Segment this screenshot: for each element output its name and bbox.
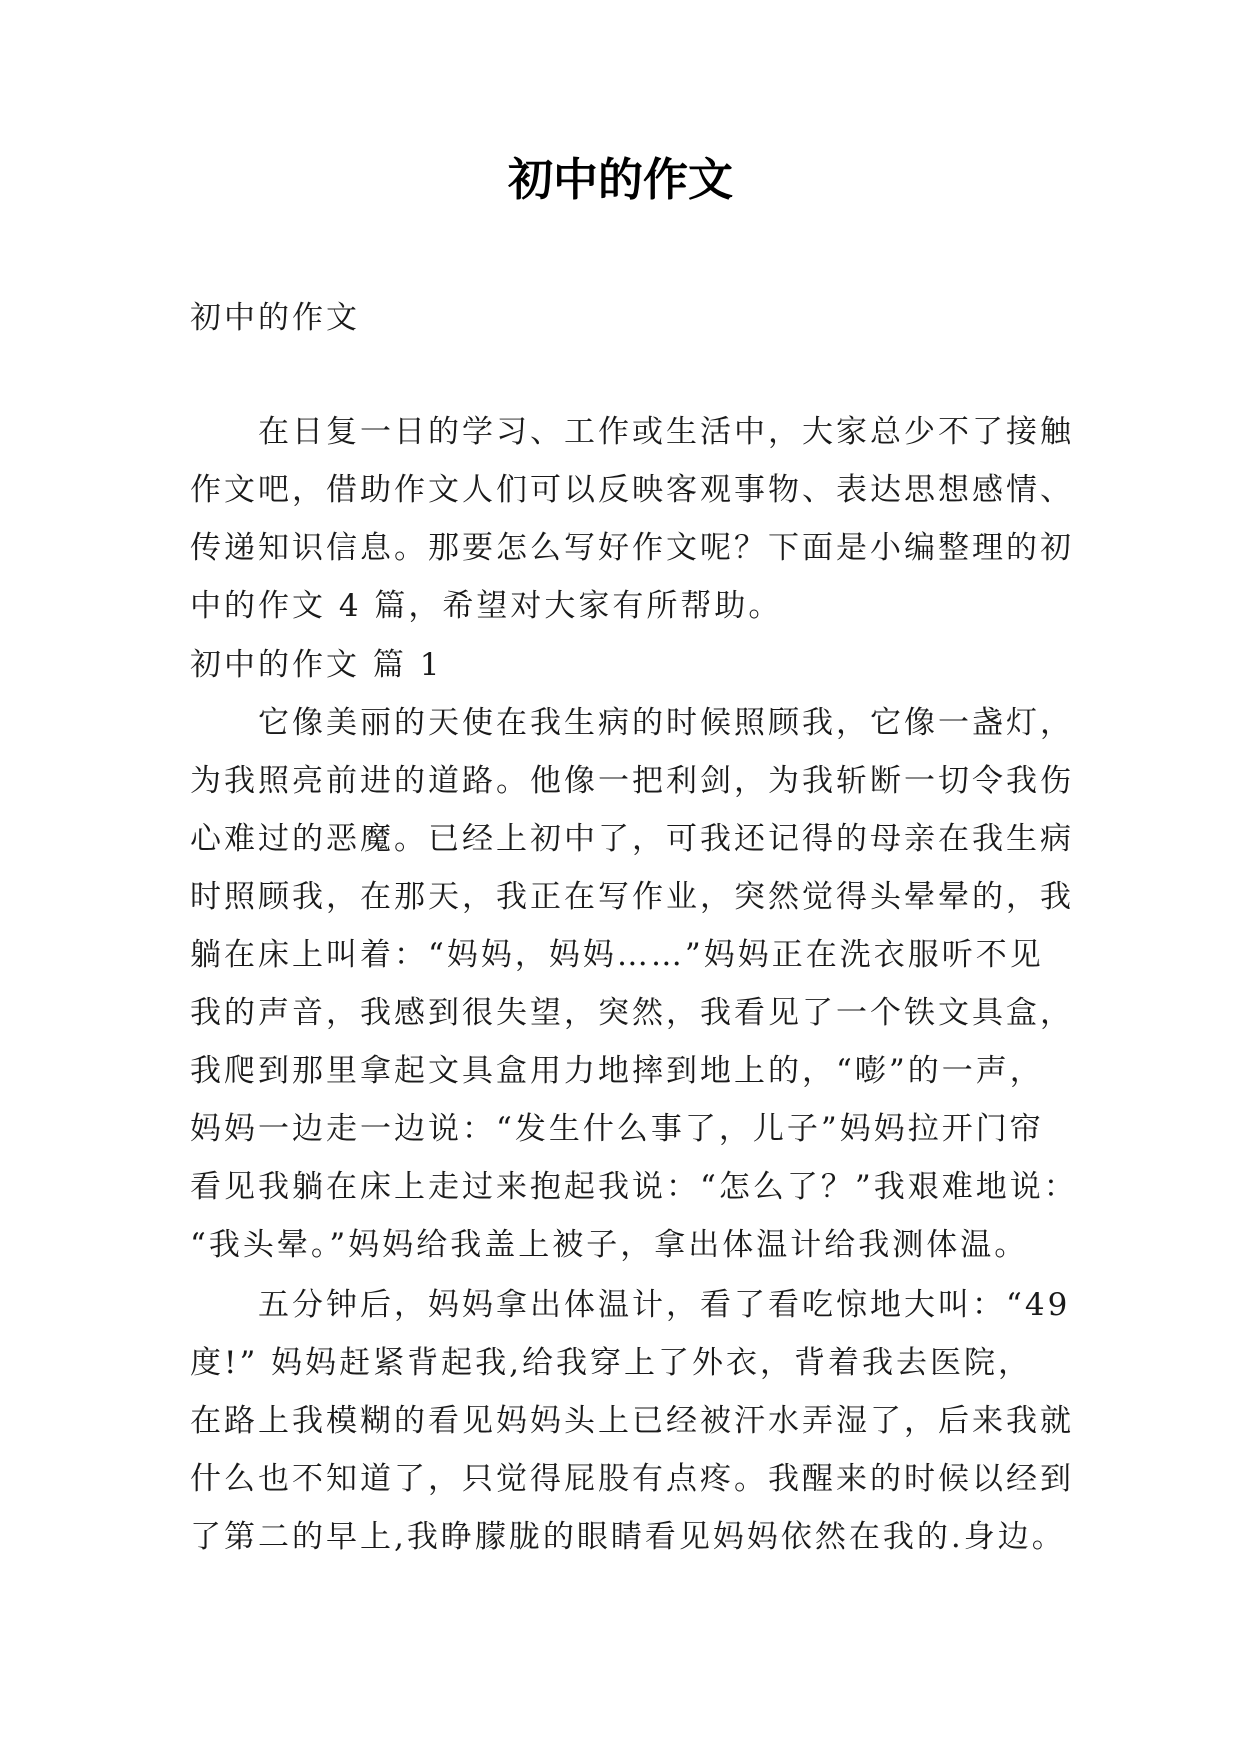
paragraph-line: 看见我躺在床上走过来抱起我说：“怎么了？”我艰难地说： — [190, 1169, 1078, 1205]
paragraph-line: 五分钟后，妈妈拿出体温计，看了看吃惊地大叫：“49 — [258, 1287, 1071, 1323]
paragraph-line: 我爬到那里拿起文具盒用力地摔到地上的，“嘭”的一声， — [190, 1053, 1044, 1089]
intro-line: 传递知识信息。那要怎么写好作文呢？下面是小编整理的初 — [190, 530, 1074, 566]
intro-line: 作文吧，借助作文人们可以反映客观事物、表达思想感情、 — [190, 472, 1074, 508]
paragraph-line: 为我照亮前进的道路。他像一把利剑，为我斩断一切令我伤 — [190, 763, 1074, 799]
intro-line: 在日复一日的学习、工作或生活中，大家总少不了接触 — [258, 414, 1074, 450]
paragraph-line: 在路上我模糊的看见妈妈头上已经被汗水弄湿了，后来我就 — [190, 1403, 1074, 1439]
paragraph-line: 什么也不知道了，只觉得屁股有点疼。我醒来的时候以经到 — [190, 1461, 1074, 1497]
paragraph-line: 了第二的早上,我睁朦胧的眼睛看见妈妈依然在我的.身边。 — [190, 1519, 1066, 1555]
paragraph-line: 我的声音，我感到很失望，突然，我看见了一个铁文具盒， — [190, 995, 1074, 1031]
paragraph-line: 躺在床上叫着：“妈妈，妈妈……”妈妈正在洗衣服听不见 — [190, 937, 1044, 973]
paragraph-line: 度!” 妈妈赶紧背起我,给我穿上了外衣，背着我去医院， — [190, 1345, 1033, 1381]
section-heading: 初中的作文 篇 1 — [190, 647, 443, 683]
paragraph-line: 它像美丽的天使在我生病的时候照顾我，它像一盏灯， — [258, 705, 1074, 741]
paragraph-line: 时照顾我，在那天，我正在写作业，突然觉得头晕晕的，我 — [190, 879, 1074, 915]
intro-line: 中的作文 4 篇，希望对大家有所帮助。 — [190, 588, 783, 624]
paragraph-line: 妈妈一边走一边说：“发生什么事了，儿子”妈妈拉开门帘 — [190, 1111, 1044, 1147]
document-subtitle: 初中的作文 — [190, 300, 360, 336]
paragraph-line: 心难过的恶魔。已经上初中了，可我还记得的母亲在我生病 — [190, 821, 1074, 857]
paragraph-line: “我头晕。”妈妈给我盖上被子，拿出体温计给我测体温。 — [190, 1227, 1029, 1263]
document-title: 初中的作文 — [507, 153, 733, 206]
